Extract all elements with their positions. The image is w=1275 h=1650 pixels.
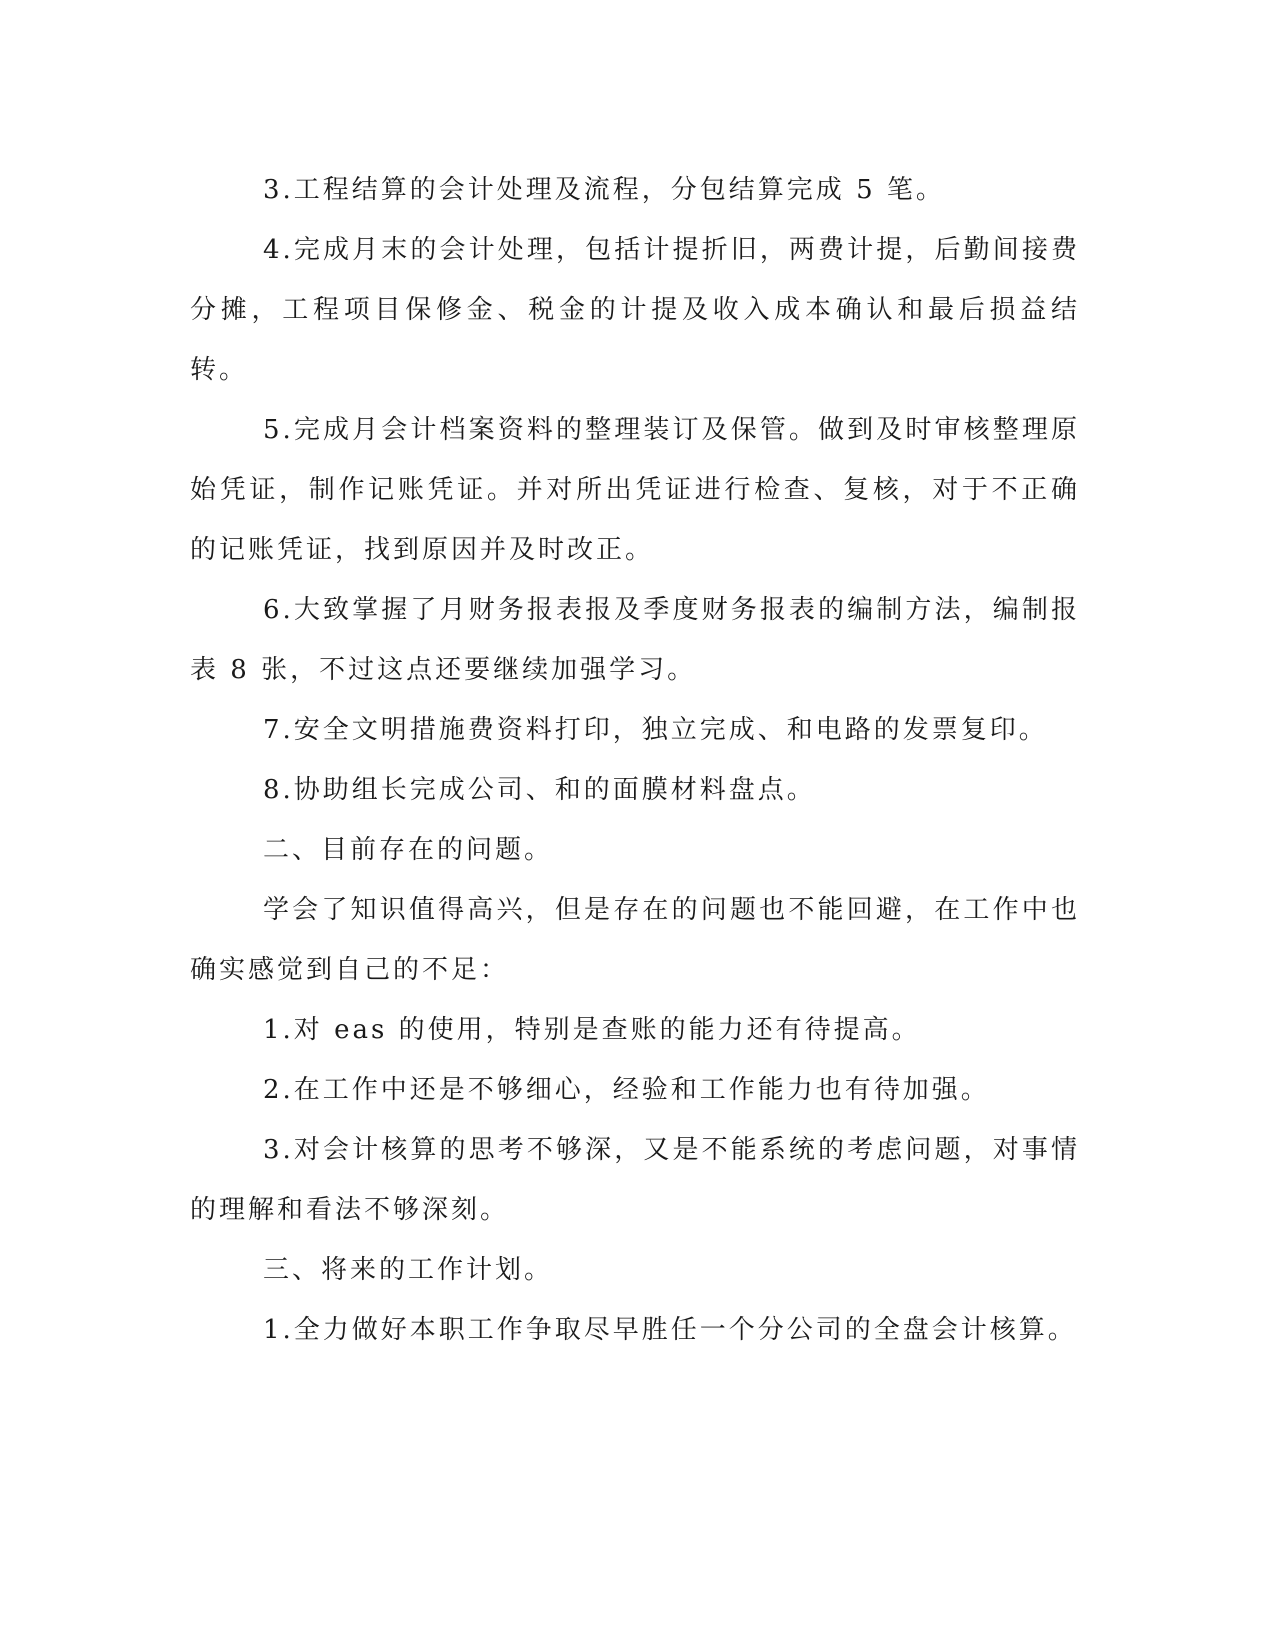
section-heading-future-plan: 三、将来的工作计划。 — [263, 1255, 554, 1285]
paragraph-item-4-month-end: 4.完成月末的会计处理，包括计提折旧，两费计提，后勤间接费分摊，工程项目保修金、税金的计提及收入成本确认和最后损益结转。 — [190, 235, 1080, 385]
paragraph-problem-2: 2.在工作中还是不够细心，经验和工作能力也有待加强。 — [263, 1075, 990, 1105]
paragraph-plan-1: 1.全力做好本职工作争取尽早胜任一个分公司的全盘会计核算。 — [263, 1315, 1077, 1345]
paragraph-item-3-settlement: 3.工程结算的会计处理及流程，分包结算完成 5 笔。 — [263, 175, 945, 205]
paragraph-problem-3: 3.对会计核算的思考不够深，又是不能系统的考虑问题，对事情的理解和看法不够深刻。 — [190, 1135, 1080, 1225]
paragraph-item-8-inventory: 8.协助组长完成公司、和的面膜材料盘点。 — [263, 775, 816, 805]
paragraph-problem-1: 1.对 eas 的使用，特别是查账的能力还有待提高。 — [263, 1015, 921, 1045]
paragraph-item-6-reports: 6.大致掌握了月财务报表报及季度财务报表的编制方法，编制报表 8 张，不过这点还要继续加强学习。 — [190, 595, 1080, 685]
section-heading-problems: 二、目前存在的问题。 — [263, 835, 554, 865]
paragraph-problems-intro: 学会了知识值得高兴，但是存在的问题也不能回避，在工作中也确实感觉到自己的不足： — [190, 895, 1080, 985]
paragraph-item-5-archives: 5.完成月会计档案资料的整理装订及保管。做到及时审核整理原始凭证，制作记账凭证。并对所出凭证进行检查、复核，对于不正确的记账凭证，找到原因并及时改正。 — [190, 415, 1080, 565]
document-body — [190, 160, 1080, 1360]
paragraph-item-7-printing: 7.安全文明措施费资料打印，独立完成、和电路的发票复印。 — [263, 715, 1048, 745]
